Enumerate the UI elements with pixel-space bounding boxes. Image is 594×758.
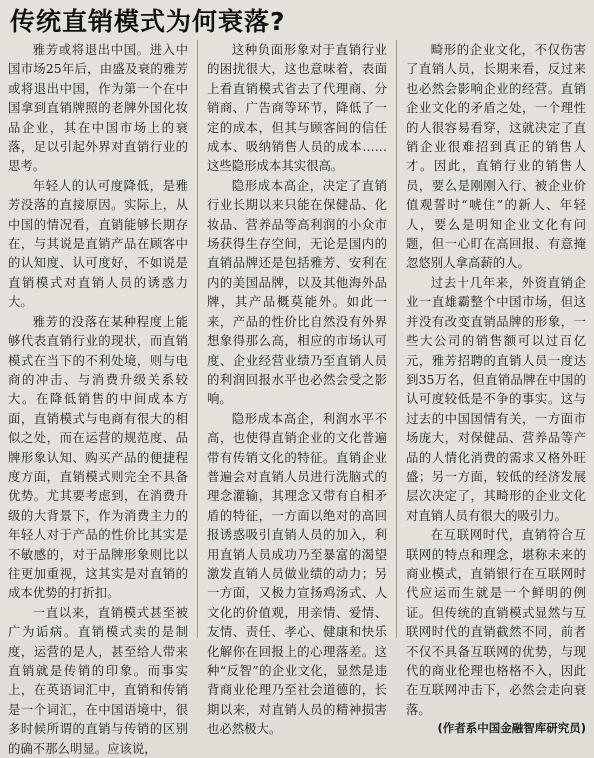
article-paragraph: 隐形成本高企，利润水平不高，也使得直销企业的文化普遍带有传销文化的特征。直销企业普遍会对直销人员进行洗脑式的理念灌输，其理念又带有自相矛盾的特征，一方面以绝对的高回报诱惑吸引直销人员的加入，利用直销人员成功乃至暴富的渴望激发直销人员做业绩的动力；另一方面，又极力宣扬鸡汤式、人文化的价值观，用亲情、爱情、友情、责任、孝心、健康和快乐化解你在回报上的心理落差。这种“反智”的企业文化，显然是违背商业伦理乃至社会道德的，长期以来，对直销人员的精神损害也必然极大。	[207, 410, 387, 737]
article-paragraph: 在互联网时代，直销符合互联网的特点和理念，堪称未来的商业模式，直销银行在互联网时代应运而生就是一个鲜明的例证。但传统的直销模式显然与互联网时代的直销截然不同，前者不仅不具备互联网的优势，与现代的商业伦理也格格不入，因此在互联网冲击下，必然会走向衰落。	[406, 527, 586, 717]
column-divider	[197, 40, 198, 638]
article-paragraph: 过去十几年来，外资直销企业一直雄霸整个中国市场，但这并没有改变直销品牌的形象，一些大公司的销售额可以过百亿元，雅芳招聘的直销人员一度达到35万名，但直销品牌在中国的认可度较低是不争的事实。这与过去的中国国情有关，一方面市场庞大，对保健品、营养品等产品的人情化消费的需求又格外旺盛；另一方面，较低的经济发展层次决定了，其畸形的企业文化对直销人员有很大的吸引力。	[406, 274, 586, 523]
article-column-3	[406, 40, 586, 736]
article-column-2	[207, 40, 387, 737]
article-paragraph: 年轻人的认可度降低，是雅芳没落的直接原因。实际上，从中国的情况看，直销能够长期存在，与其说是直销产品在顾客中的认知度、认可度好，不如说是直销模式对直销人员的诱惑力大。	[8, 177, 188, 310]
article-body	[8, 40, 586, 756]
article-paragraph: 雅芳或将退出中国。进入中国市场25年后，由盛及衰的雅芳或将退出中国，作为第一个在中国拿到直销牌照的老牌外国化妆品企业，其在中国市场上的衰落，足以引起外界对直销行业的思考。	[8, 42, 188, 174]
article-headline: 传统直销模式为何衰落?	[10, 7, 286, 36]
article-paragraph: 这种负面形象对于直销行业的困扰很大，这也意味着，表面上看直销模式省去了代理商、分销商、广告商等环节，降低了一定的成本，但其与顾客间的信任成本、吸纳销售人员的成本……这些隐形成本其实很高。	[207, 42, 387, 174]
article-paragraph: 一直以来，直销模式甚至被广为诟病。直销模式卖的是制度，运营的是人，甚至给人带来直销就是传销的印象。而事实上，在英语词汇中，直销和传销是一个词汇，在中国语境中，很多时候所谓的直销与传销的区别的确不那么明显。应该说，	[8, 604, 188, 756]
column-divider	[396, 40, 397, 638]
article-paragraph: 隐形成本高企，决定了直销行业长期以来只能在保健品、化妆品、营养品等高利润的小众市场获得生存空间，无论是国内的直销品牌还是包括雅芳、安利在内的美国品牌，以及其他海外品牌，其产品概莫能外。如此一来，产品的性价比自然没有外界想象得那么高，相应的市场认可度、企业经营业绩乃至直销人员的利润回报水平也必然会受之影响。	[207, 177, 387, 407]
author-byline: (作者系中国金融智库研究员)	[437, 721, 586, 736]
article-paragraph: 畸形的企业文化，不仅伤害了直销人员，长期来看，反过来也必然会影响企业的经营。直销企业文化的矛盾之处，一个理性的人很容易看穿，这就决定了直销企业很难招到真正的销售人才。因此，直销行业的销售人员，要么是刚刚入行、被企业价值观誓时“唬住”的新人、年轻人，要么是明知企业文化有问题，但一心盯在高回报、有意掩忽悠别人拿高薪的人。	[406, 42, 586, 271]
article-column-1	[8, 40, 188, 756]
article-paragraph: 雅芳的没落在某种程度上能够代表直销行业的现状，而直销模式在当下的不利处境，则与电商的冲击、与消费升级关系较大。在降低销售的中间成本方面，直销模式与电商有很大的相似之处，而在运营的规范度、品牌形象认知、购买产品的便捷程度方面，直销模式则完全不具备优势。尤其要考虑到，在消费升级的大背景下，作为消费主力的年轻人对于产品的性价比其实是不敏感的，对于品牌形象则比以往更加重视，这其实是对直销的成本优势的打折扣。	[8, 313, 188, 601]
